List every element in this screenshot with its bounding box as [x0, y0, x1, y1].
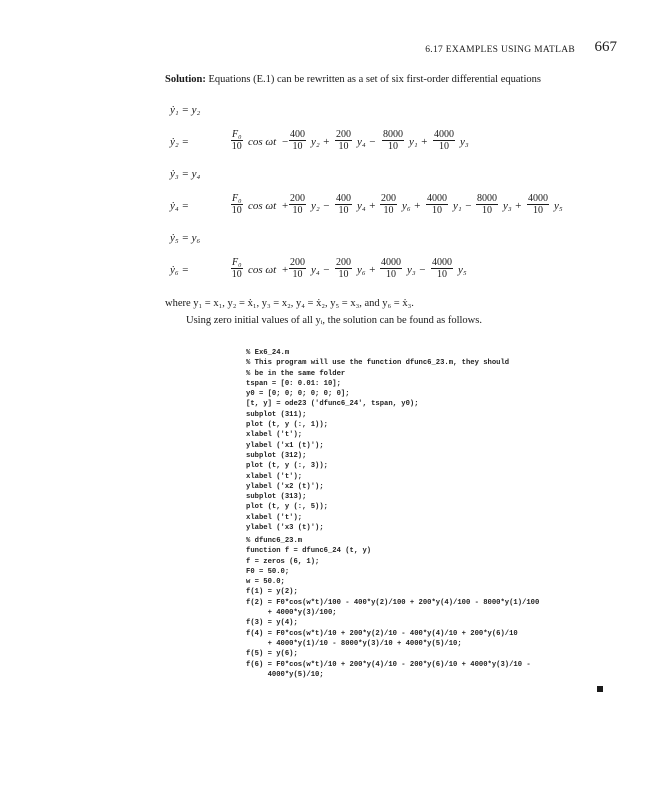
code-listing-main-script [246, 348, 509, 533]
code-line: f = zeros (6, 1); [246, 557, 320, 566]
code-line: ylabel ('x1 (t)'); [246, 441, 324, 450]
frac-numerator: 200 [381, 193, 396, 204]
code-line: subplot (313); [246, 493, 307, 502]
frac-numerator: 400 [336, 193, 351, 204]
equation-3 [170, 168, 200, 180]
frac-numerator: 4000 [432, 257, 452, 268]
code-line: F0 = 50.0; [246, 567, 290, 576]
frac-denominator: 10 [231, 269, 242, 280]
frac-numerator: 4000 [427, 193, 447, 204]
equation-2-frac-f0 [231, 129, 243, 153]
code-line: tspan = [0: 0.01: 10]; [246, 379, 341, 388]
equation-6-term-2: y₆ + [357, 264, 376, 276]
frac-denominator: 10 [439, 141, 449, 152]
where-sentence: where y₁ = x₁, y₂ = ẋ₁, y₃ = x₂, y₄ = ẋ₂, y₅ = x₃, and y₆ = ẋ₃. [165, 298, 414, 309]
frac-numerator: F₀ [232, 193, 242, 204]
equation-4-term-3: y₆ + [402, 200, 421, 212]
frac-denominator: 10 [292, 141, 303, 152]
equation-3-text: ẏ₃ = y₄ [170, 168, 201, 180]
equation-4-term-1: y₂ − [311, 200, 330, 212]
frac-numerator: 4000 [434, 129, 454, 140]
equation-4-term-2: y₄ + [357, 200, 376, 212]
frac-numerator: 400 [290, 129, 305, 140]
zero-initial-sentence: Using zero initial values of all yᵢ, the solution can be found as follows. [186, 315, 482, 326]
frac-numerator: 200 [290, 257, 305, 268]
equation-2-frac-2 [335, 129, 352, 153]
equation-2-frac-4 [433, 129, 455, 153]
equation-6-plus: + [282, 264, 289, 276]
equation-4-term-6: y₅ [554, 200, 563, 212]
equation-2-frac-3 [382, 129, 404, 153]
frac-denominator: 10 [386, 269, 396, 280]
frac-numerator: F₀ [232, 257, 242, 268]
equation-2-term-2: y₄ − [357, 136, 376, 148]
code-line: plot (t, y (:, 5)); [246, 503, 328, 512]
frac-denominator: 10 [437, 269, 447, 280]
equation-4-frac-1 [289, 193, 306, 217]
equation-4-frac-3 [380, 193, 397, 217]
equation-1-text: ẏ₁ = y₂ [170, 104, 201, 116]
equation-6-cos: cos ωt [248, 264, 277, 276]
equation-2-term-3: y₁ + [409, 136, 428, 148]
frac-denominator: 10 [432, 205, 442, 216]
code-line: xlabel ('t'); [246, 513, 303, 522]
code-line: subplot (312); [246, 451, 307, 460]
equation-4-frac-2 [335, 193, 352, 217]
running-header [0, 36, 645, 60]
solution-label: Solution: [165, 74, 206, 85]
code-line: 4000*y(5)/10; [246, 670, 324, 679]
frac-denominator: 10 [292, 205, 303, 216]
equation-6-term-1: y₄ − [311, 264, 330, 276]
frac-numerator: 4000 [528, 193, 548, 204]
code-line: y0 = [0; 0; 0; 0; 0; 0]; [246, 390, 350, 399]
frac-numerator: 8000 [383, 129, 403, 140]
equation-6-frac-3 [380, 257, 402, 281]
equation-2-frac-1 [289, 129, 306, 153]
frac-denominator: 10 [338, 269, 349, 280]
code-line: plot (t, y (:, 1)); [246, 421, 328, 430]
frac-denominator: 10 [338, 141, 349, 152]
frac-denominator: 10 [383, 205, 394, 216]
page-number: 667 [594, 39, 617, 55]
frac-denominator: 10 [231, 205, 242, 216]
equation-4-frac-f0 [231, 193, 243, 217]
code-line: f(2) = F0*cos(w*t)/100 - 400*y(2)/100 + 200*y(4)/100 - 8000*y(1)/100 [246, 598, 540, 607]
equation-4-lhs: ẏ₄ = [170, 200, 189, 212]
code-line: + 4000*y(3)/100; [246, 609, 337, 618]
equation-4-frac-5 [476, 193, 498, 217]
running-head-title: 6.17 EXAMPLES USING MATLAB [425, 45, 575, 55]
code-line: % be in the same folder [246, 369, 346, 378]
equation-6-term-4: y₅ [458, 264, 467, 276]
code-line: subplot (311); [246, 410, 307, 419]
code-line: w = 50.0; [246, 578, 285, 587]
equation-6-lhs: ẏ₆ = [170, 264, 189, 276]
equation-6-frac-f0 [231, 257, 243, 281]
equation-4-term-4: y₁ − [453, 200, 472, 212]
frac-denominator: 10 [292, 269, 303, 280]
frac-denominator: 10 [388, 141, 398, 152]
frac-numerator: 8000 [477, 193, 497, 204]
code-line: xlabel ('t'); [246, 431, 303, 440]
equation-2-term-4: y₃ [460, 136, 469, 148]
code-line: f(3) = y(4); [246, 619, 298, 628]
equation-2-cos: cos ωt [248, 136, 277, 148]
frac-denominator: 10 [482, 205, 492, 216]
equation-4-plus: + [282, 200, 289, 212]
frac-denominator: 10 [231, 141, 242, 152]
code-line: ylabel ('x2 (t)'); [246, 482, 324, 491]
frac-denominator: 10 [533, 205, 543, 216]
code-line: + 4000*y(1)/10 - 8000*y(3)/10 + 4000*y(5)/10; [246, 639, 462, 648]
code-line: f(5) = y(6); [246, 650, 298, 659]
frac-numerator: 200 [290, 193, 305, 204]
code-line: xlabel ('t'); [246, 472, 303, 481]
frac-numerator: 200 [336, 257, 351, 268]
frac-numerator: 4000 [381, 257, 401, 268]
equation-4-cos: cos ωt [248, 200, 277, 212]
equation-2-term-1: y₂ + [311, 136, 330, 148]
equation-6-term-3: y₃ − [407, 264, 426, 276]
equation-6-frac-2 [335, 257, 352, 281]
code-line: function f = dfunc6_24 (t, y) [246, 547, 372, 556]
end-of-example-square-icon [597, 686, 603, 692]
equation-2-lhs: ẏ₂ = [170, 136, 189, 148]
equation-4-term-5: y₃ + [503, 200, 522, 212]
code-listing-function-file [246, 536, 539, 680]
frac-numerator: 200 [336, 129, 351, 140]
code-line: % dfunc6_23.m [246, 537, 303, 545]
code-line: f(1) = y(2); [246, 588, 298, 597]
code-line: [t, y] = ode23 ('dfunc6_24', tspan, y0); [246, 400, 419, 409]
frac-denominator: 10 [338, 205, 349, 216]
code-line: f(6) = F0*cos(w*t)/10 + 200*y(4)/10 - 200*y(6)/10 + 4000*y(3)/10 - [246, 660, 531, 669]
equation-5-text: ẏ₅ = y₆ [170, 232, 201, 244]
code-line: ylabel ('x3 (t)'); [246, 524, 324, 533]
equation-2-minus: − [282, 136, 289, 148]
equation-4-frac-4 [426, 193, 448, 217]
equation-6-frac-1 [289, 257, 306, 281]
frac-numerator: F₀ [232, 129, 242, 140]
code-line: % This program will use the function dfunc6_23.m, they should [246, 359, 510, 368]
equation-5 [170, 232, 200, 244]
equation-4-frac-6 [527, 193, 549, 217]
solution-text: Equations (E.1) can be rewritten as a set of six first-order differential equations [205, 74, 541, 85]
solution-paragraph [165, 74, 541, 85]
equation-1 [170, 104, 200, 116]
code-line: f(4) = F0*cos(w*t)/10 + 200*y(2)/10 - 400*y(4)/10 + 200*y(6)/10 [246, 629, 518, 638]
code-line: % Ex6_24.m [246, 349, 290, 357]
equation-6-frac-4 [431, 257, 453, 281]
code-line: plot (t, y (:, 3)); [246, 462, 328, 471]
